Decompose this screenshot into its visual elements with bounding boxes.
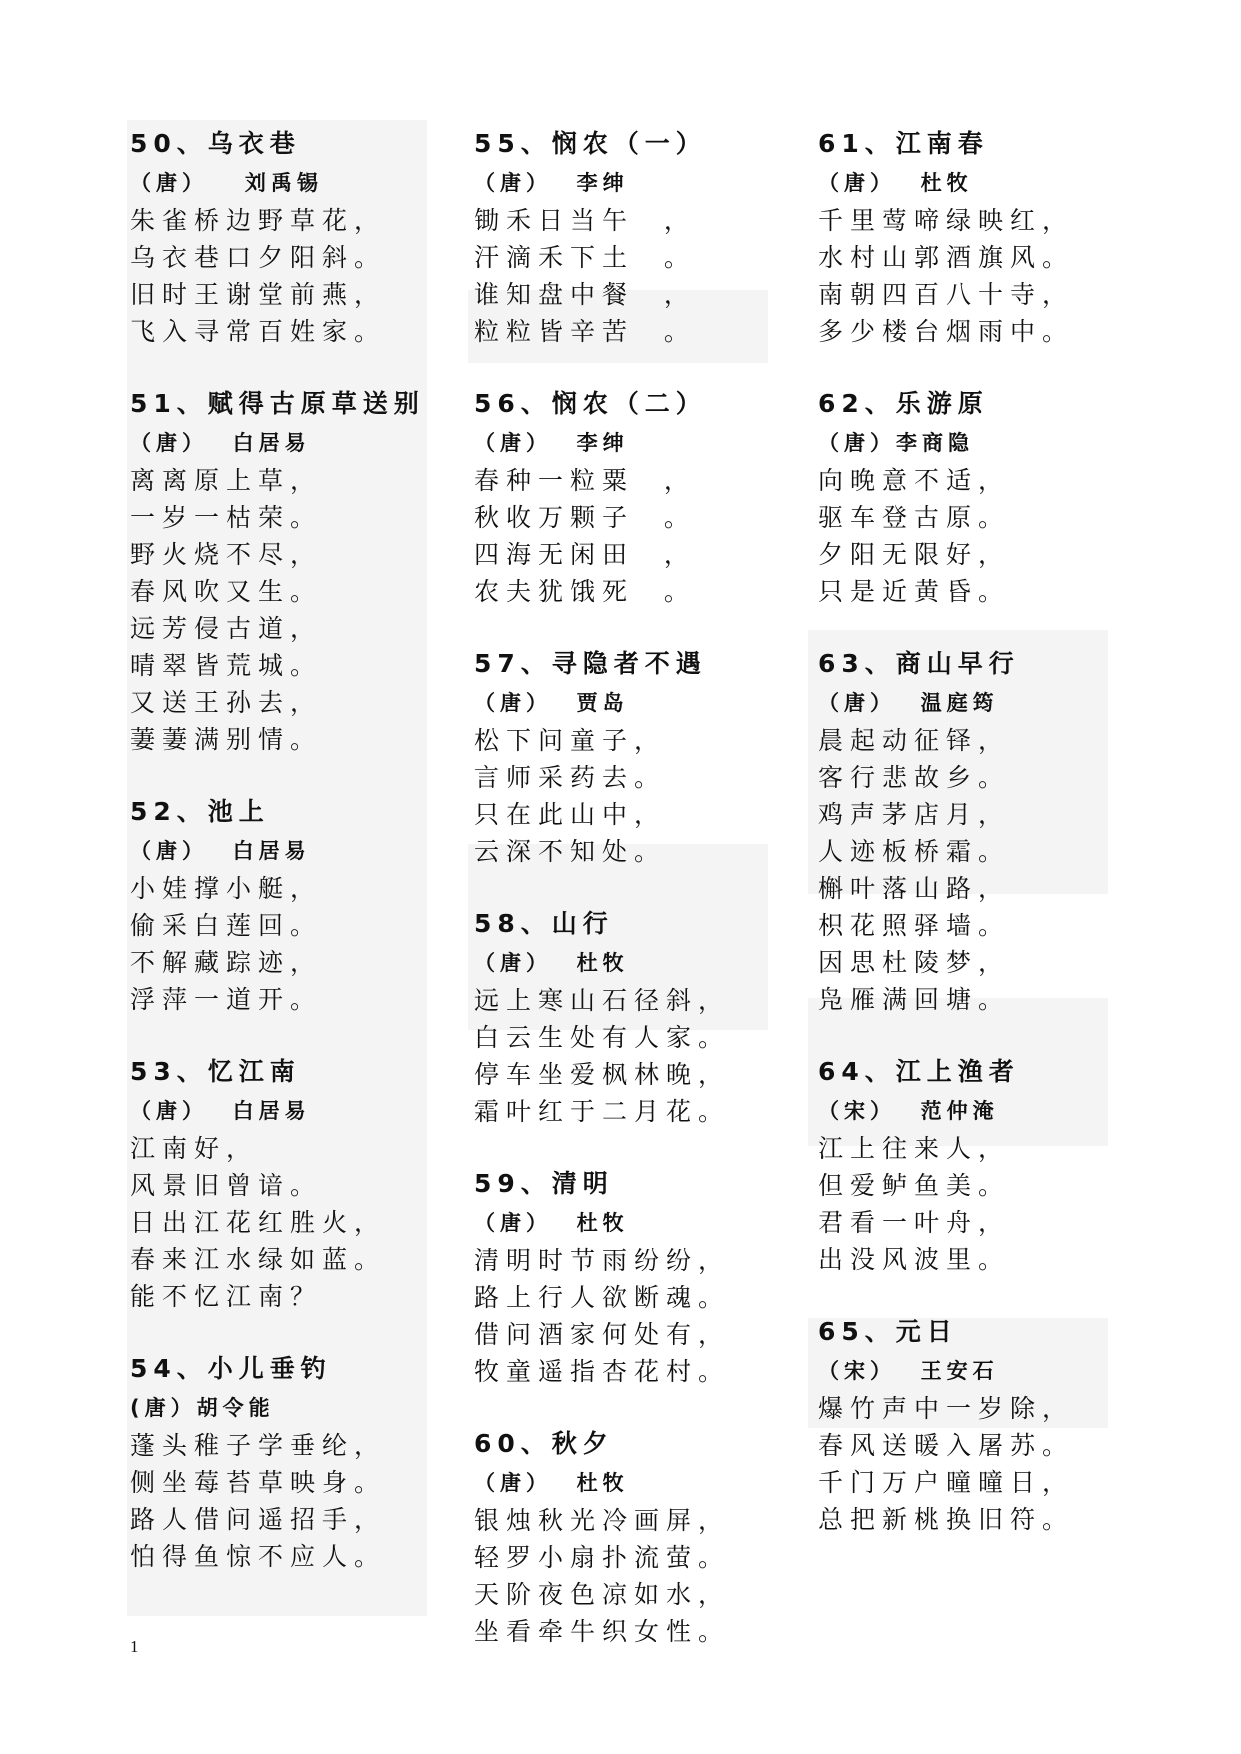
poem [130,1052,430,1315]
poem-author: (唐）胡令能 [130,1396,275,1420]
poem-line: 停车坐爱枫林晚， [474,1060,731,1089]
poem-line: 江南好， [130,1134,259,1163]
poem-line: 槲叶落山路， [818,874,1011,903]
poem-line: 远上寒山石径斜， [474,986,731,1015]
poem-author: （唐） 贾岛 [474,691,629,715]
poem-line: 晨起动征铎， [818,726,1011,755]
poem-line: 春来江水绿如蓝。 [130,1245,387,1274]
poem-line: 因思杜陵梦， [818,948,1011,977]
poem-author: （唐） 温庭筠 [818,691,999,715]
poem-author: （唐） 白居易 [130,431,311,455]
poem [818,124,1118,350]
poem-line: 谁知盘中餐 ， [474,280,696,309]
poem-line: 朱雀桥边野草花， [130,206,387,235]
poem-line: 天阶夜色凉如水， [474,1580,731,1609]
poem [474,384,774,610]
poem-line: 四海无闲田 ， [474,540,696,569]
poem-line: 人迹板桥霜。 [818,837,1011,866]
poem-line: 凫雁满回塘。 [818,985,1011,1014]
poem [818,1052,1118,1278]
poem-line: 农夫犹饿死 。 [474,577,696,606]
poem-line: 路人借问遥招手， [130,1505,387,1534]
poem-line: 小娃撑小艇， [130,874,323,903]
poem-title: 58、山行 [474,909,614,938]
poem-line: 远芳侵古道， [130,614,323,643]
poem-title: 53、忆江南 [130,1057,301,1086]
poem [818,1312,1118,1538]
poem-line: 不解藏踪迹， [130,948,323,977]
poem-line: 出没风波里。 [818,1245,1011,1274]
poem-author: （唐）李商隐 [818,431,974,455]
poem-title: 62、乐游原 [818,389,989,418]
poem-line: 总把新桃换旧符。 [818,1505,1075,1534]
poem-line: 向晚意不适， [818,466,1011,495]
poem-line: 客行悲故乡。 [818,763,1011,792]
poem-line: 萋萋满别情。 [130,725,323,754]
poem-title: 50、乌衣巷 [130,129,301,158]
poem-line: 水村山郭酒旗风。 [818,243,1075,272]
poem-line: 霜叶红于二月花。 [474,1097,731,1126]
poem-line: 野火烧不尽， [130,540,323,569]
poem-title: 54、小儿垂钓 [130,1354,332,1383]
poem-title: 55、悯农（一） [474,129,707,158]
poem-line: 晴翠皆荒城。 [130,651,323,680]
poem-title: 64、江上渔者 [818,1057,1020,1086]
poem-title: 61、江南春 [818,129,989,158]
poem-line: 千门万户曈曈日， [818,1468,1075,1497]
poem-author: （唐） 白居易 [130,1099,311,1123]
poem-column-3 [818,124,1118,1538]
poem-title: 59、清明 [474,1169,614,1198]
poem [130,384,430,758]
poem-title: 63、商山早行 [818,649,1020,678]
poem [474,124,774,350]
poem-author: （唐） 杜牧 [474,1471,629,1495]
poem [474,1164,774,1390]
poem-title: 60、秋夕 [474,1429,614,1458]
poem-line: 路上行人欲断魂。 [474,1283,731,1312]
poem [130,792,430,1018]
poem-line: 旧时王谢堂前燕， [130,280,387,309]
poem-line: 飞入寻常百姓家。 [130,317,387,346]
poem [474,1424,774,1650]
poem-line: 粒粒皆辛苦 。 [474,317,696,346]
poem-author: （唐） 刘禹锡 [130,171,323,195]
poem-line: 君看一叶舟， [818,1208,1011,1237]
poem-author: （唐） 白居易 [130,839,311,863]
poem-line: 只在此山中， [474,800,667,829]
poem-line: 言师采药去。 [474,763,667,792]
poem-line: 云深不知处。 [474,837,667,866]
poem-line: 乌衣巷口夕阳斜。 [130,243,387,272]
poem-line: 锄禾日当午 ， [474,206,696,235]
poem-line: 夕阳无限好， [818,540,1011,569]
poem-line: 轻罗小扇扑流萤。 [474,1543,731,1572]
page-number: 1 [130,1637,139,1656]
poem-line: 日出江花红胜火， [130,1208,387,1237]
poem-line: 偷采白莲回。 [130,911,323,940]
poem-line: 春风送暖入屠苏。 [818,1431,1075,1460]
poem-line: 清明时节雨纷纷， [474,1246,731,1275]
poem-line: 枳花照驿墙。 [818,911,1011,940]
poem-author: （唐） 李绅 [474,171,629,195]
poem-line: 银烛秋光冷画屏， [474,1506,731,1535]
poem-column-2 [474,124,774,1650]
poem [130,124,430,350]
poem-title: 52、池上 [130,797,270,826]
poem-line: 春风吹又生。 [130,577,323,606]
poem-line: 多少楼台烟雨中。 [818,317,1075,346]
poem [474,904,774,1130]
poem-line: 驱车登古原。 [818,503,1011,532]
poem-line: 江上往来人， [818,1134,1011,1163]
poem-author: （唐） 杜牧 [474,1211,629,1235]
poem-column-1 [130,124,430,1575]
poem-line: 鸡声茅店月， [818,800,1011,829]
poem-line: 汗滴禾下土 。 [474,243,696,272]
poem-author: （唐） 杜牧 [474,951,629,975]
poem-line: 离离原上草， [130,466,323,495]
poem-line: 借问酒家何处有， [474,1320,731,1349]
poem-line: 松下问童子， [474,726,667,755]
poem-line: 怕得鱼惊不应人。 [130,1542,387,1571]
poem-line: 但爱鲈鱼美。 [818,1171,1011,1200]
poem-line: 蓬头稚子学垂纶， [130,1431,387,1460]
poem-title: 51、赋得古原草送别 [130,389,425,418]
poem [818,384,1118,610]
poem-author: （唐） 李绅 [474,431,629,455]
poem-title: 56、悯农（二） [474,389,707,418]
poem [130,1349,430,1575]
poem-line: 一岁一枯荣。 [130,503,323,532]
poem-line: 秋收万颗子 。 [474,503,696,532]
poem-line: 侧坐莓苔草映身。 [130,1468,387,1497]
poem-line: 坐看牵牛织女性。 [474,1617,731,1646]
poem [474,644,774,870]
poem-line: 爆竹声中一岁除， [818,1394,1075,1423]
poem-title: 57、寻隐者不遇 [474,649,707,678]
poem-line: 又送王孙去， [130,688,323,717]
poem-line: 能不忆江南？ [130,1282,323,1311]
poem-author: （宋） 范仲淹 [818,1099,999,1123]
poem-line: 千里莺啼绿映红， [818,206,1075,235]
poem-title: 65、元日 [818,1317,958,1346]
poem-author: （宋） 王安石 [818,1359,999,1383]
poem [818,644,1118,1018]
poem-line: 白云生处有人家。 [474,1023,731,1052]
poem-line: 浮萍一道开。 [130,985,323,1014]
poem-author: （唐） 杜牧 [818,171,973,195]
poem-line: 只是近黄昏。 [818,577,1011,606]
poem-line: 风景旧曾谙。 [130,1171,323,1200]
poem-line: 南朝四百八十寺， [818,280,1075,309]
poem-line: 牧童遥指杏花村。 [474,1357,731,1386]
poem-line: 春种一粒粟 ， [474,466,696,495]
